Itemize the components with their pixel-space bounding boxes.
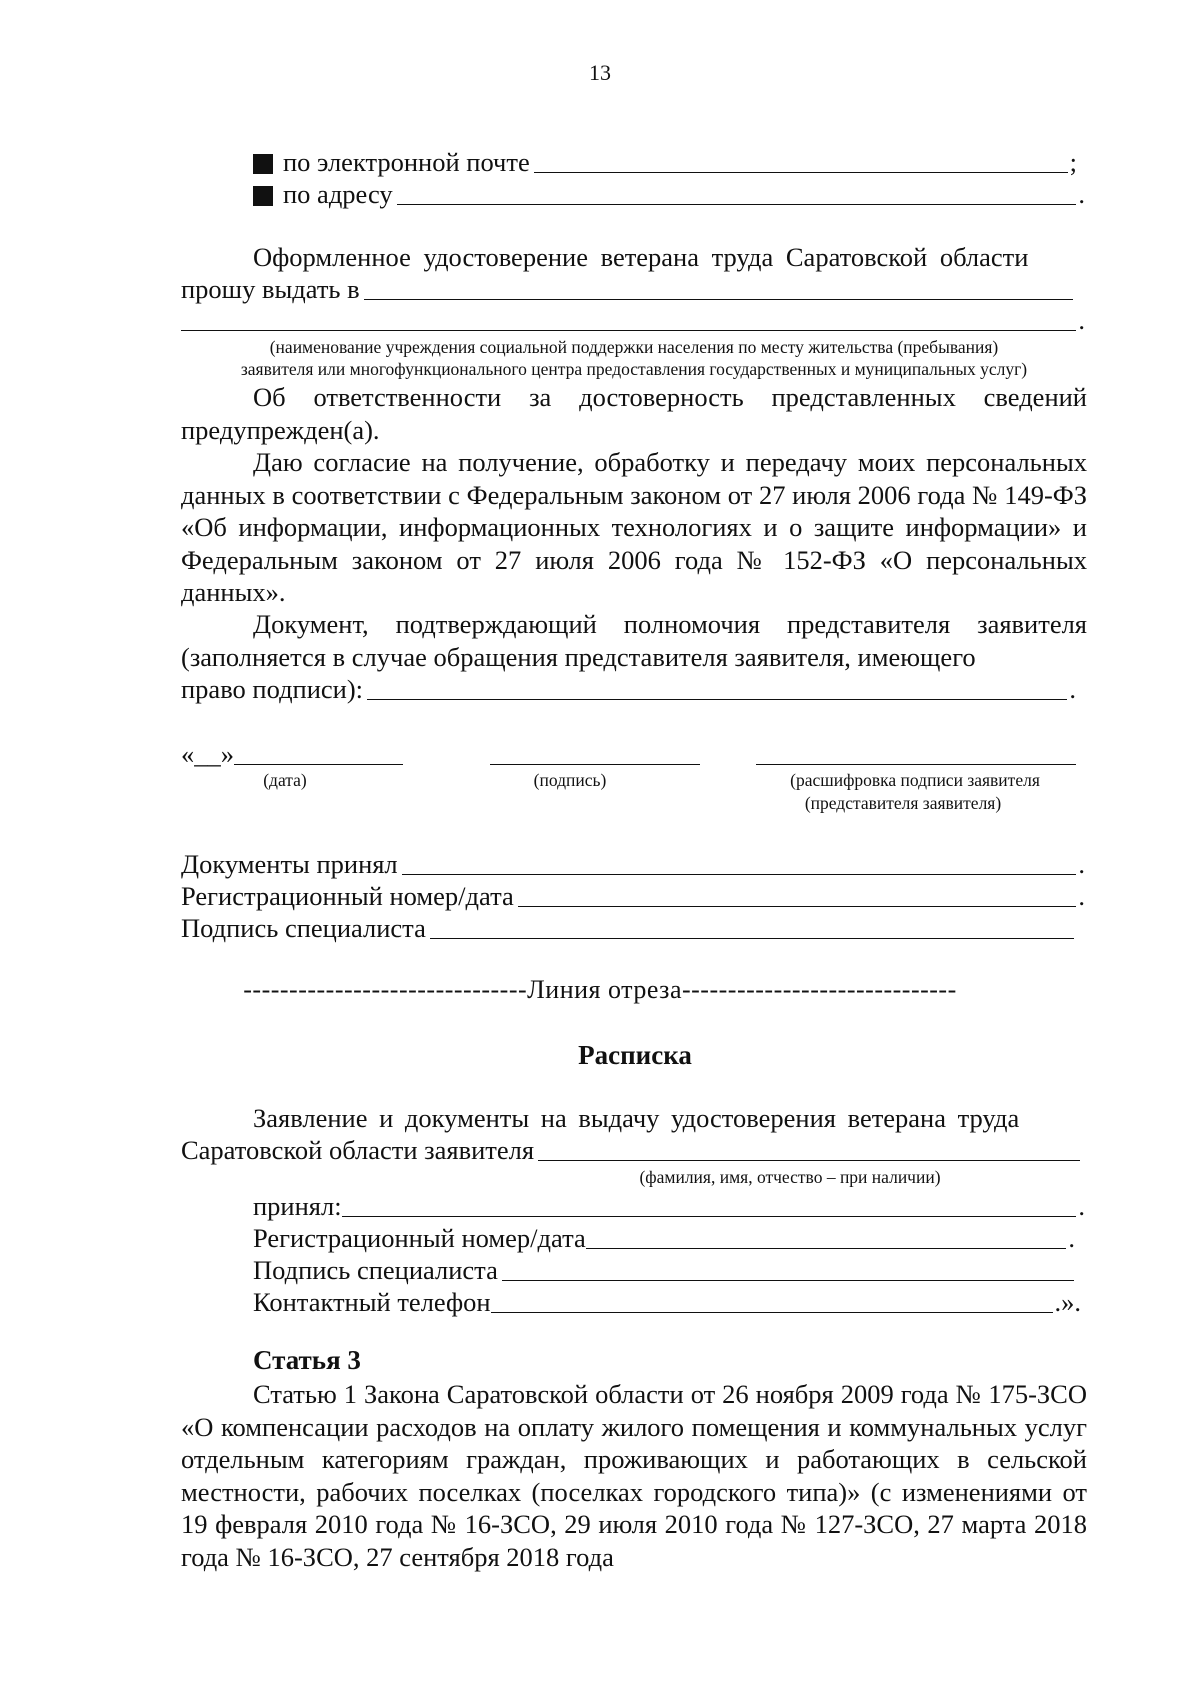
date-row xyxy=(181,738,405,770)
receipt-accepted-end: . xyxy=(1078,1191,1085,1221)
receipt-reg-row xyxy=(253,1222,1075,1254)
date-prefix: «__» xyxy=(181,739,234,769)
cut-line: -------------------------------Линия отреза------------------------------ xyxy=(243,975,957,1004)
accepted-label: Документы принял xyxy=(181,849,398,879)
delivery-address-label: по адресу xyxy=(283,179,393,209)
issue-hint-1: (наименование учреждения социальной поддержки населения по месту жительства (пребывания) xyxy=(269,337,999,357)
reg-number-label: Регистрационный номер/дата xyxy=(181,881,514,911)
receipt-line1-text: Заявление и документы на выдачу удостоверения ветерана труда xyxy=(253,1103,1020,1133)
spec-sign-row xyxy=(181,912,1076,944)
issue-fill-line xyxy=(364,275,1073,300)
issue-line3 xyxy=(181,304,1085,336)
representative-fill-line xyxy=(367,675,1067,700)
delivery-address-row xyxy=(253,178,1085,210)
issue-line1 xyxy=(253,241,1087,273)
receipt-spec-fill-line xyxy=(502,1256,1074,1281)
receipt-accepted-row xyxy=(253,1190,1085,1222)
article-paragraph: Статью 1 Закона Саратовской области от 26 ноября 2009 года № 175-ЗСО «О компенсации расходов на оплату жилого помещения и коммунальных услуг отдельным категориям граждан, проживающих и работающих в сельской местности, рабочих поселках (поселках городского типа)» (с изменениями от 19 февраля 2010 года № 16-ЗСО, 29 июля 2010 года № 127-ЗСО, 27 марта 2018 года № 16-ЗСО, 27 сентября 2018 года xyxy=(181,1379,1087,1572)
address-end: . xyxy=(1078,179,1085,209)
receipt-reg-end: . xyxy=(1068,1223,1075,1253)
receipt-phone-end: .». xyxy=(1054,1287,1081,1317)
issue-line2 xyxy=(181,273,1075,305)
receipt-phone-label: Контактный телефон xyxy=(253,1287,491,1317)
receipt-phone-fill-line xyxy=(491,1288,1053,1313)
checkbox-filled-icon xyxy=(253,154,273,174)
accepted-fill-line xyxy=(402,850,1077,875)
receipt-line2-label: Саратовской области заявителя xyxy=(181,1135,535,1165)
delivery-email-row xyxy=(253,146,1077,178)
email-fill-line xyxy=(534,148,1068,173)
checkbox-filled-icon xyxy=(253,186,273,206)
reg-number-row xyxy=(181,880,1085,912)
receipt-accepted-label: принял: xyxy=(253,1191,342,1221)
receipt-phone-row xyxy=(253,1286,1081,1318)
representative-last-label: право подписи): xyxy=(181,674,364,704)
date-fill-line xyxy=(234,740,403,765)
accepted-end: . xyxy=(1078,849,1085,879)
receipt-accepted-fill-line xyxy=(342,1192,1077,1217)
date-caption: (дата) xyxy=(263,770,307,790)
issue-line1-text: Оформленное удостоверение ветерана труда Саратовской области xyxy=(253,242,1029,272)
spec-sign-label: Подпись специалиста xyxy=(181,913,426,943)
issue-end: . xyxy=(1078,305,1085,335)
address-fill-line xyxy=(397,180,1077,205)
decode-caption-1: (расшифровка подписи заявителя xyxy=(790,770,1040,790)
receipt-spec-label: Подпись специалиста xyxy=(253,1255,498,1285)
decode-caption-2: (представителя заявителя) xyxy=(804,793,1002,813)
representative-last-row xyxy=(181,673,1076,705)
receipt-name-fill-line xyxy=(538,1136,1080,1161)
issue-fill-line-2 xyxy=(181,306,1076,331)
signature-line xyxy=(490,764,700,765)
email-end: ; xyxy=(1069,147,1077,177)
reg-number-fill-line xyxy=(518,882,1077,907)
reg-number-end: . xyxy=(1078,881,1085,911)
signature-caption: (подпись) xyxy=(533,770,607,790)
decode-signature-line xyxy=(756,764,1076,765)
issue-hint-2: заявителя или многофункционального центра предоставления государственных и муниципальных услуг) xyxy=(240,359,1028,379)
representative-paragraph: Документ, подтверждающий полномочия представителя заявителя (заполняется в случае обращения представителя заявителя, имеющего xyxy=(181,609,1087,672)
receipt-reg-label: Регистрационный номер/дата xyxy=(253,1223,586,1253)
receipt-line2 xyxy=(181,1134,1082,1166)
representative-end: . xyxy=(1069,674,1076,704)
issue-line2-label: прошу выдать в xyxy=(181,274,360,304)
receipt-title: Расписка xyxy=(578,1040,692,1070)
accepted-row xyxy=(181,848,1085,880)
responsibility-paragraph: Об ответственности за достоверность представленных сведений предупрежден(а). xyxy=(181,382,1087,445)
receipt-spec-row xyxy=(253,1254,1076,1286)
consent-paragraph: Даю согласие на получение, обработку и передачу моих персональных данных в соответствии с Федеральным законом от 27 июля 2006 года № 149-ФЗ «Об информации, информационных технологиях и о защите информации» и Федеральным законом от 27 июля 2006 года № 152-ФЗ «О персональных данных». xyxy=(181,447,1087,607)
article-heading: Статья 3 xyxy=(253,1345,361,1375)
receipt-line1 xyxy=(253,1102,1087,1134)
spec-sign-fill-line xyxy=(430,914,1074,939)
receipt-name-hint: (фамилия, имя, отчество – при наличии) xyxy=(639,1167,941,1187)
receipt-reg-fill-line xyxy=(586,1224,1067,1249)
delivery-email-label: по электронной почте xyxy=(283,147,530,177)
page-number: 13 xyxy=(589,60,611,85)
